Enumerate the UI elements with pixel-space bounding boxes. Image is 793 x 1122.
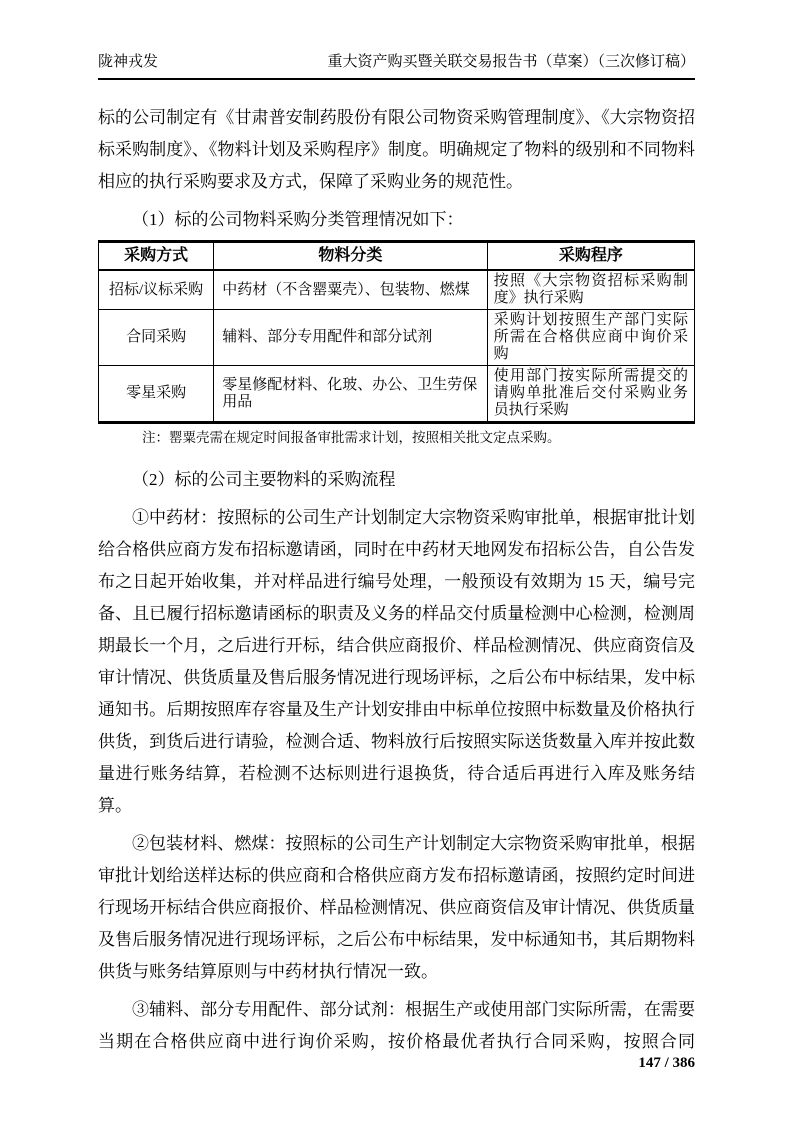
page-content: [98, 0, 695, 1087]
cell-method: 零星采购: [99, 366, 214, 423]
intro-paragraph: 标的公司制定有《甘肃普安制药股份有限公司物资采购管理制度》、《大宗物资招标采购制度》、《物料计划及采购程序》制度。明确规定了物料的级别和不同物料相应的执行采购要求及方式，保障了采购业务的规范性。: [98, 108, 695, 191]
column-header-procedure: 采购程序: [487, 242, 694, 271]
cell-category: 中药材（不含罂粟壳）、包装物、燃煤: [214, 270, 487, 310]
cell-procedure: 使用部门按实际所需提交的请购单批准后交付采购业务员执行采购: [487, 366, 694, 423]
header-document-title: 重大资产购买暨关联交易报告书（草案）（三次修订稿）: [327, 54, 695, 70]
table-row: [99, 310, 695, 366]
header-company-name: 陇神戎发: [98, 54, 159, 70]
paragraph-packaging-coal: ②包装材料、燃煤：按照标的公司生产计划制定大宗物资采购审批单，根据审批计划给送样达标的供应商和合格供应商方发布招标邀请函，按照约定时间进行现场开标结合供应商报价、样品检测情况、供应商资信及审计情况、供货质量及售后服务情况进行现场评标，之后公布中标结果，发中标通知书，其后期物料供货与账务结算原则与中药材执行情况一致。: [98, 834, 695, 981]
cell-category: 辅料、部分专用配件和部分试剂: [214, 310, 487, 366]
footer-page-number: 147 / 386: [638, 1055, 695, 1071]
column-header-method: 采购方式: [99, 242, 214, 271]
cell-category: 零星修配材料、化玻、办公、卫生劳保用品: [214, 366, 487, 423]
procurement-table: [98, 240, 695, 424]
cell-method: 合同采购: [99, 310, 214, 366]
page-header: [98, 0, 695, 80]
paragraph-herbal-materials: ①中药材：按照标的公司生产计划制定大宗物资采购审批单，根据审批计划给合格供应商方发布招标邀请函，同时在中药材天地网发布招标公告，自公告发布之日起开始收集，并对样品进行编号处理，一般预设有效期为 15 天，编号完备、且已履行招标邀请函标的职责及义务的样品交付质量检测中心检测，检测周期最长一个月，之后进行开标，结合供应商报价、样品检测情况、供应商资信及审计情况、供货质量及售后服务情况进行现场评标，之后公布中标结果，发中标通知书。后期按照库存容量及生产计划安排由中标单位按照中标数量及价格执行供货，到货后进行请验，检测合适、物料放行后按照实际送货数量入库并按此数量进行账务结算，若检测不达标则进行退换货，待合适后再进行入库及账务结算。: [98, 508, 695, 815]
paragraph-auxiliary-materials: ③辅料、部分专用配件、部分试剂：根据生产或使用部门实际所需，在需要当期在合格供应商中进行询价采购，按价格最优者执行合同采购，按照合同: [98, 1000, 695, 1051]
section-heading-1: （1）标的公司物料采购分类管理情况如下：: [132, 210, 464, 229]
table-row: [99, 270, 695, 310]
table-note: 注：罂粟壳需在规定时间报备审批需求计划，按照相关批文定点采购。: [142, 430, 561, 445]
cell-procedure: 按照《大宗物资招标采购制度》执行采购: [487, 270, 694, 310]
section-heading-2: （2）标的公司主要物料的采购流程: [132, 470, 396, 489]
column-header-category: 物料分类: [214, 242, 487, 271]
table-header-row: [99, 242, 695, 271]
cell-method: 招标/议标采购: [99, 270, 214, 310]
cell-procedure: 采购计划按照生产部门实际所需在合格供应商中询价采购: [487, 310, 694, 366]
table-row: [99, 366, 695, 423]
